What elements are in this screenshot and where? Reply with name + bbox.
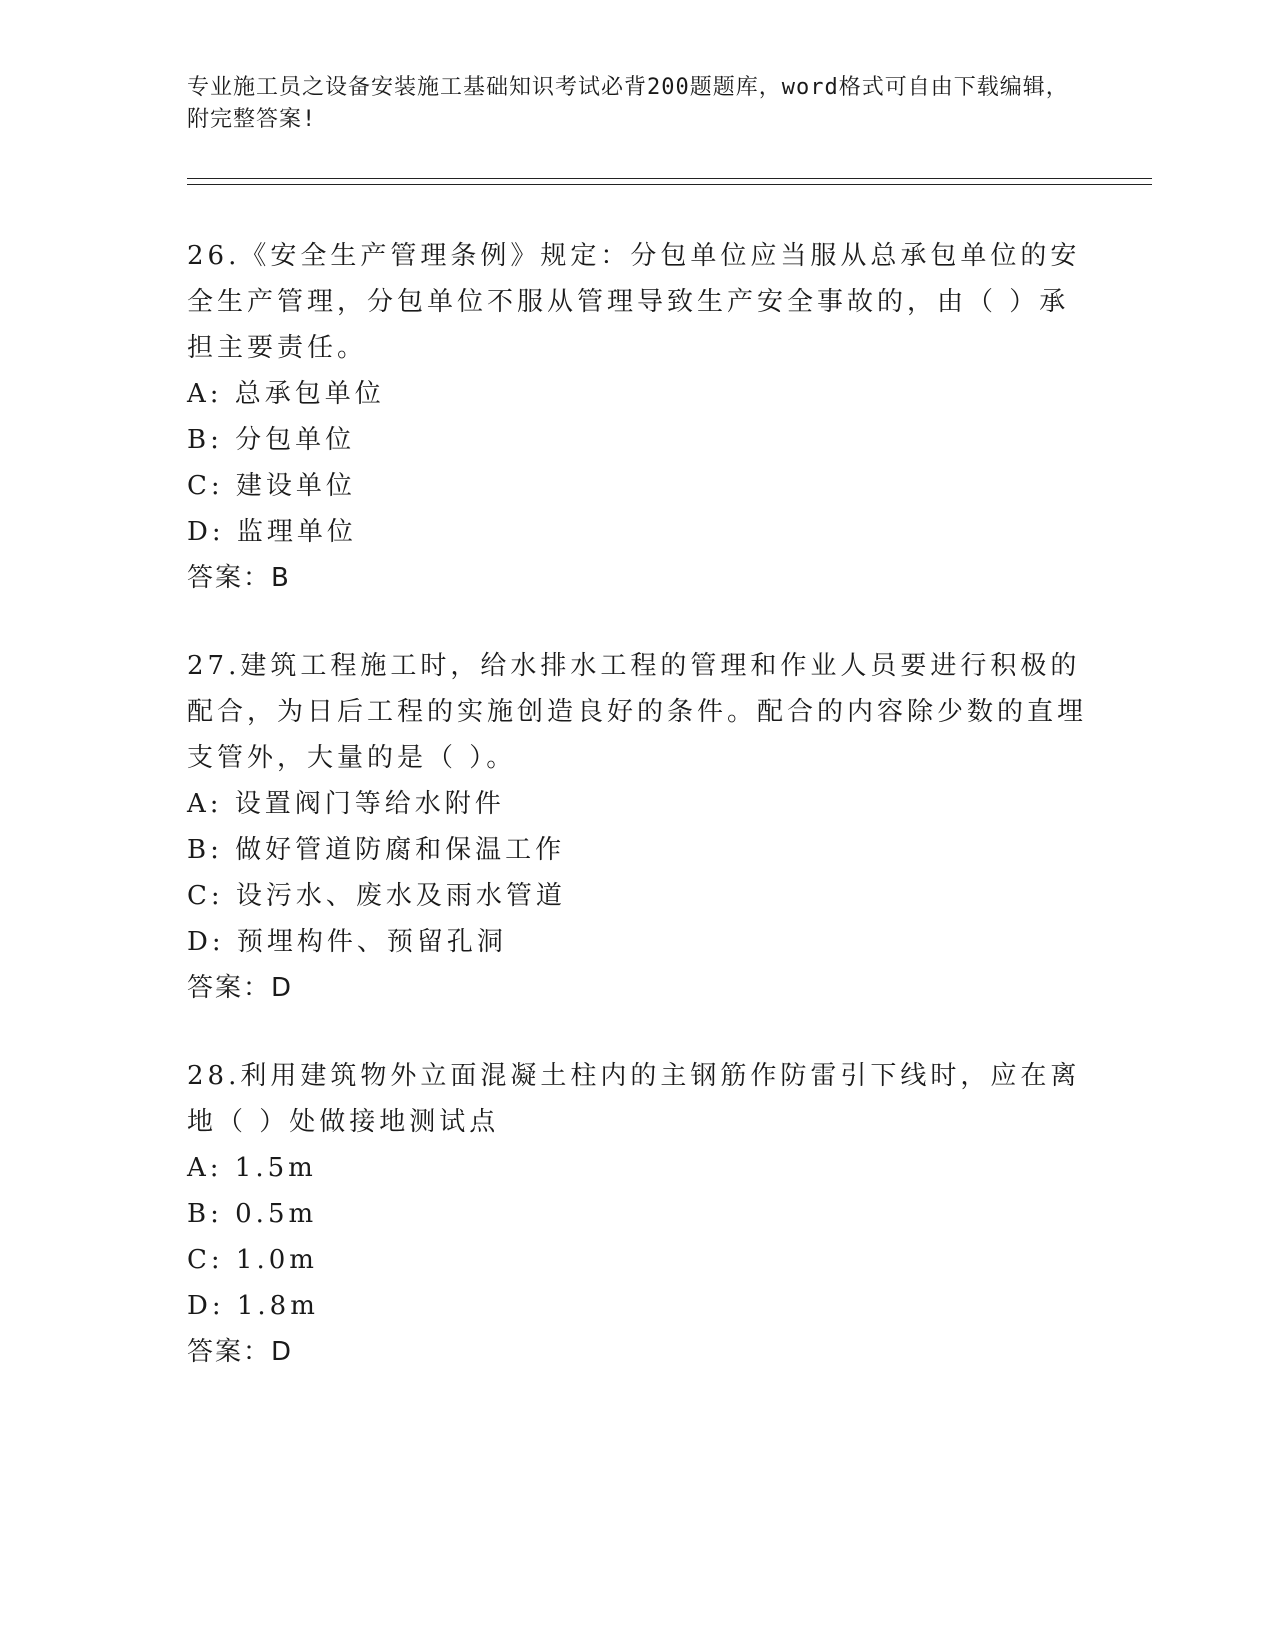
option-c: C: 1.0m: [187, 1245, 318, 1275]
document-header: 专业施工员之设备安装施工基础知识考试必背200题题库，word格式可自由下载编辑，附完整答案!: [187, 75, 1069, 132]
option-a: A: 设置阀门等给水附件: [187, 789, 505, 819]
option-c: C: 设污水、废水及雨水管道: [187, 881, 566, 911]
option-b: B: 做好管道防腐和保温工作: [187, 835, 566, 865]
option-b: B: 分包单位: [187, 425, 356, 455]
answer: 答案：D: [187, 973, 294, 1003]
option-d: D: 监理单位: [187, 517, 357, 547]
question-stem: 28.利用建筑物外立面混凝土柱内的主钢筋作防雷引下线时，应在离地（ ）处做接地测试点: [187, 1061, 1081, 1137]
header-rule-top: [187, 178, 1152, 179]
option-a: A: 总承包单位: [187, 379, 385, 409]
option-a: A: 1.5m: [187, 1153, 317, 1183]
question-stem: 26.《安全生产管理条例》规定：分包单位应当服从总承包单位的安全生产管理，分包单位不服从管理导致生产安全事故的，由（ ）承担主要责任。: [187, 241, 1081, 363]
header-rule-bottom: [187, 184, 1152, 185]
question-27: [187, 643, 1087, 1011]
question-28: [187, 1053, 1087, 1375]
answer: 答案：D: [187, 1337, 294, 1367]
option-b: B: 0.5m: [187, 1199, 318, 1229]
question-stem: 27.建筑工程施工时，给水排水工程的管理和作业人员要进行积极的配合，为日后工程的实施创造良好的条件。配合的内容除少数的直埋支管外，大量的是（ ）。: [187, 651, 1088, 773]
option-d: D: 1.8m: [187, 1291, 319, 1321]
option-d: D: 预埋构件、预留孔洞: [187, 927, 507, 957]
option-c: C: 建设单位: [187, 471, 356, 501]
answer: 答案：B: [187, 563, 291, 593]
question-26: [187, 233, 1087, 601]
